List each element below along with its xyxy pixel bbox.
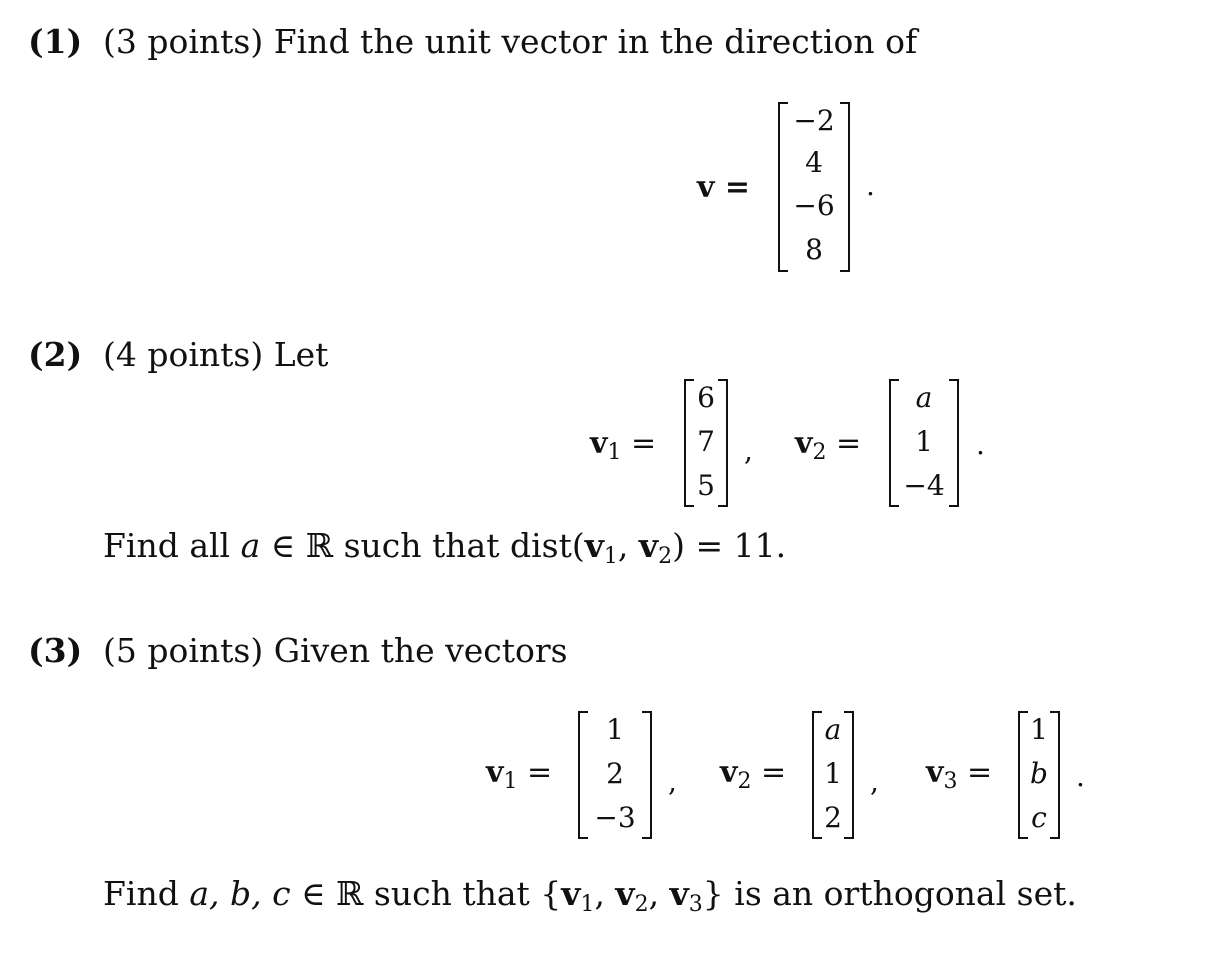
problem-2-points: (4 points) — [103, 335, 264, 374]
matrix-entry: −4 — [903, 469, 945, 502]
problem-3-points: (5 points) — [103, 631, 264, 670]
problem-3-separator: , — [870, 765, 879, 798]
matrix-entry: a — [824, 713, 842, 746]
matrix-entry: −2 — [793, 104, 835, 137]
matrix-entry: 1 — [915, 425, 933, 458]
problem-2-separator: , — [744, 434, 753, 467]
problem-1-period: . — [866, 169, 875, 202]
matrix-entry: 8 — [805, 233, 823, 266]
problem-3-question: Find a, b, c ∈ ℝ such that {$v_1$, $v_2$, $v_3$} is an orthogonal set. — [103, 874, 1077, 917]
matrix-entry: b — [1030, 757, 1048, 790]
matrix-entry: 7 — [697, 425, 715, 458]
problem-3-number: (3) — [28, 631, 83, 670]
problem-3-separator: , — [668, 765, 677, 798]
problem-3-v2-label: $v_2$ = — [720, 755, 787, 794]
matrix-entry: a — [915, 381, 933, 414]
matrix-entry: 5 — [697, 469, 715, 502]
problem-3-v1-label: $v_1$ = — [486, 755, 553, 794]
problem-1-vector-matrix — [778, 102, 850, 272]
matrix-entry: −6 — [793, 189, 835, 222]
problem-2-text: Let — [273, 335, 329, 374]
problem-1-number: (1) — [28, 22, 83, 61]
problem-3-v1-matrix — [578, 711, 652, 839]
problem-2-question: Find all a ∈ ℝ such that $dist(v_1$, $v_2) = 11$. — [103, 526, 787, 569]
problem-1-text: Find the unit vector in the direction of — [273, 22, 918, 61]
matrix-entry: 1 — [1030, 713, 1048, 746]
problem-1-statement — [103, 22, 917, 62]
matrix-entry: 2 — [824, 801, 842, 834]
matrix-entry: 6 — [697, 381, 715, 414]
problem-2-period: . — [976, 428, 985, 461]
problem-3-statement — [103, 631, 568, 671]
problem-2-v1-matrix — [684, 379, 728, 507]
matrix-entry: 1 — [606, 713, 624, 746]
problem-3-v3-label: $v_3$ = — [926, 755, 993, 794]
matrix-entry: 1 — [824, 757, 842, 790]
problem-3-v3-matrix — [1018, 711, 1060, 839]
problem-2-v2-label: $v_2$ = — [795, 426, 862, 465]
matrix-entry: 4 — [805, 146, 823, 179]
matrix-entry: −3 — [594, 801, 636, 834]
problem-1-vector-label: v = — [697, 170, 751, 205]
problem-1-points: (3 points) — [103, 22, 264, 61]
matrix-entry: 2 — [606, 757, 624, 790]
problem-3-period: . — [1076, 760, 1085, 793]
problem-2-number: (2) — [28, 335, 83, 374]
problem-2-v1-label: $v_1$ = — [590, 426, 657, 465]
problem-2-statement — [103, 335, 328, 375]
problem-2-v2-matrix — [889, 379, 959, 507]
problem-3-v2-matrix — [812, 711, 854, 839]
matrix-entry: c — [1031, 801, 1047, 834]
problem-3-text: Given the vectors — [273, 631, 568, 670]
